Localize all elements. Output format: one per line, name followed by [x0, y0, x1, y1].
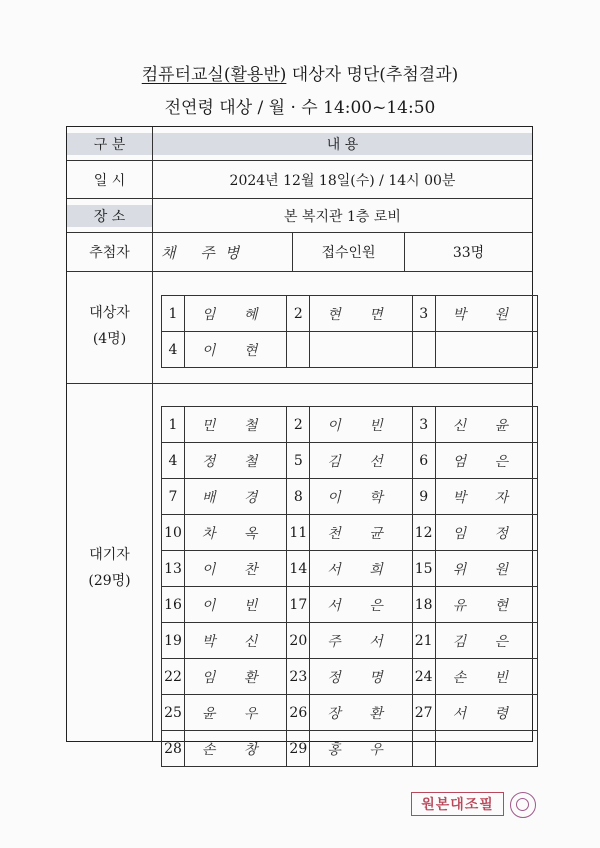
waitlist-no: 2 [287, 407, 310, 443]
place-label: 장 소 [67, 205, 152, 227]
waitlist-name: 서 령 [435, 695, 537, 731]
table-row [162, 659, 538, 695]
empty-cell [412, 332, 435, 368]
drawer-signature: 채 주병 [161, 243, 250, 262]
empty-cell [435, 731, 537, 767]
selected-no: 3 [412, 296, 435, 332]
waitlist-name: 박 자 [435, 479, 537, 515]
waitlist-name: 이 찬 [185, 551, 287, 587]
waitlist-name: 정 명 [310, 659, 412, 695]
row-divider [67, 383, 532, 384]
waitlist-name: 천 균 [310, 515, 412, 551]
waitlist-no: 7 [162, 479, 185, 515]
col-header-label: 구 분 [67, 133, 152, 155]
table-row [162, 587, 538, 623]
selected-name: 박 원 [435, 296, 537, 332]
waitlist-name: 서 은 [310, 587, 412, 623]
table-row [162, 695, 538, 731]
waitlist-no: 29 [287, 731, 310, 767]
selected-no: 1 [162, 296, 185, 332]
document-title [0, 60, 600, 85]
waitlist-name: 신 윤 [435, 407, 537, 443]
empty-cell [287, 332, 310, 368]
empty-cell [412, 731, 435, 767]
waitlist-no: 17 [287, 587, 310, 623]
waitlist-no: 9 [412, 479, 435, 515]
selected-no: 2 [287, 296, 310, 332]
document-subtitle: 전연령 대상 / 월 · 수 14:00~14:50 [164, 98, 436, 118]
waitlist-name: 홍 우 [310, 731, 412, 767]
waitlist-no: 3 [412, 407, 435, 443]
waitlist-no: 5 [287, 443, 310, 479]
table-row [162, 515, 538, 551]
selected-grid [161, 295, 538, 368]
table-row [162, 731, 538, 767]
selected-label [67, 295, 152, 355]
waitlist-name: 김 선 [310, 443, 412, 479]
empty-cell [310, 332, 412, 368]
count-label: 접수인원 [321, 245, 376, 261]
waitlist-name: 이 학 [310, 479, 412, 515]
selected-count: (4명) [92, 331, 127, 347]
selected-label-text: 대상자 [89, 305, 130, 321]
waitlist-no: 11 [287, 515, 310, 551]
seal-stamp [510, 792, 536, 818]
drawer-value [153, 233, 300, 271]
waitlist-no: 1 [162, 407, 185, 443]
waitlist-no: 13 [162, 551, 185, 587]
selected-name: 현 면 [310, 296, 412, 332]
waitlist-no: 21 [412, 623, 435, 659]
waitlist-no: 27 [412, 695, 435, 731]
waitlist-name: 손 창 [185, 731, 287, 767]
waitlist-no: 10 [162, 515, 185, 551]
waitlist-name: 임 정 [435, 515, 537, 551]
waitlist-no: 14 [287, 551, 310, 587]
waitlist-body [162, 407, 538, 767]
row-divider [67, 271, 532, 272]
waitlist-no: 19 [162, 623, 185, 659]
table-row [162, 296, 538, 332]
waitlist-name: 김 은 [435, 623, 537, 659]
waitlist-label-text: 대기자 [89, 547, 130, 563]
waitlist-no: 22 [162, 659, 185, 695]
waitlist-grid [161, 406, 538, 767]
count-value: 33명 [452, 245, 485, 261]
waitlist-name: 이 빈 [185, 587, 287, 623]
waitlist-no: 12 [412, 515, 435, 551]
table-row [162, 551, 538, 587]
waitlist-no: 28 [162, 731, 185, 767]
waitlist-no: 25 [162, 695, 185, 731]
table-row [162, 332, 538, 368]
waitlist-name: 윤 우 [185, 695, 287, 731]
waitlist-name: 이 빈 [310, 407, 412, 443]
waitlist-name: 장 환 [310, 695, 412, 731]
waitlist-no: 6 [412, 443, 435, 479]
waitlist-no: 24 [412, 659, 435, 695]
waitlist-name: 배 경 [185, 479, 287, 515]
waitlist-no: 4 [162, 443, 185, 479]
waitlist-name: 손 빈 [435, 659, 537, 695]
table-row [162, 407, 538, 443]
waitlist-name: 임 환 [185, 659, 287, 695]
selected-name: 임 혜 [185, 296, 287, 332]
selected-name: 이 현 [185, 332, 287, 368]
waitlist-name: 유 현 [435, 587, 537, 623]
waitlist-name: 엄 은 [435, 443, 537, 479]
table-row [162, 623, 538, 659]
waitlist-name: 서 희 [310, 551, 412, 587]
table-row [162, 479, 538, 515]
waitlist-name: 박 신 [185, 623, 287, 659]
content-header-label: 내 용 [153, 133, 532, 155]
waitlist-no: 16 [162, 587, 185, 623]
drawer-label: 추첨자 [89, 245, 130, 261]
waitlist-name: 차 옥 [185, 515, 287, 551]
title-rest: 대상자 명단(추첨결과) [286, 65, 459, 85]
waitlist-count: (29명) [88, 573, 131, 589]
table-row [162, 443, 538, 479]
waitlist-label [67, 537, 152, 597]
waitlist-name: 위 원 [435, 551, 537, 587]
waitlist-name: 민 철 [185, 407, 287, 443]
waitlist-no: 8 [287, 479, 310, 515]
selected-no: 4 [162, 332, 185, 368]
date-value: 2024년 12월 18일(수) / 14시 00분 [229, 172, 456, 189]
waitlist-name: 주 서 [310, 623, 412, 659]
date-label: 일 시 [93, 172, 126, 189]
waitlist-no: 23 [287, 659, 310, 695]
waitlist-name: 정 철 [185, 443, 287, 479]
waitlist-no: 20 [287, 623, 310, 659]
waitlist-no: 15 [412, 551, 435, 587]
empty-cell [435, 332, 537, 368]
title-course: 컴퓨터교실(활용반) [141, 65, 287, 85]
place-value: 본 복지관 1층 로비 [284, 208, 401, 225]
waitlist-no: 26 [287, 695, 310, 731]
certified-copy-stamp: 원본대조필 [411, 792, 504, 816]
waitlist-no: 18 [412, 587, 435, 623]
